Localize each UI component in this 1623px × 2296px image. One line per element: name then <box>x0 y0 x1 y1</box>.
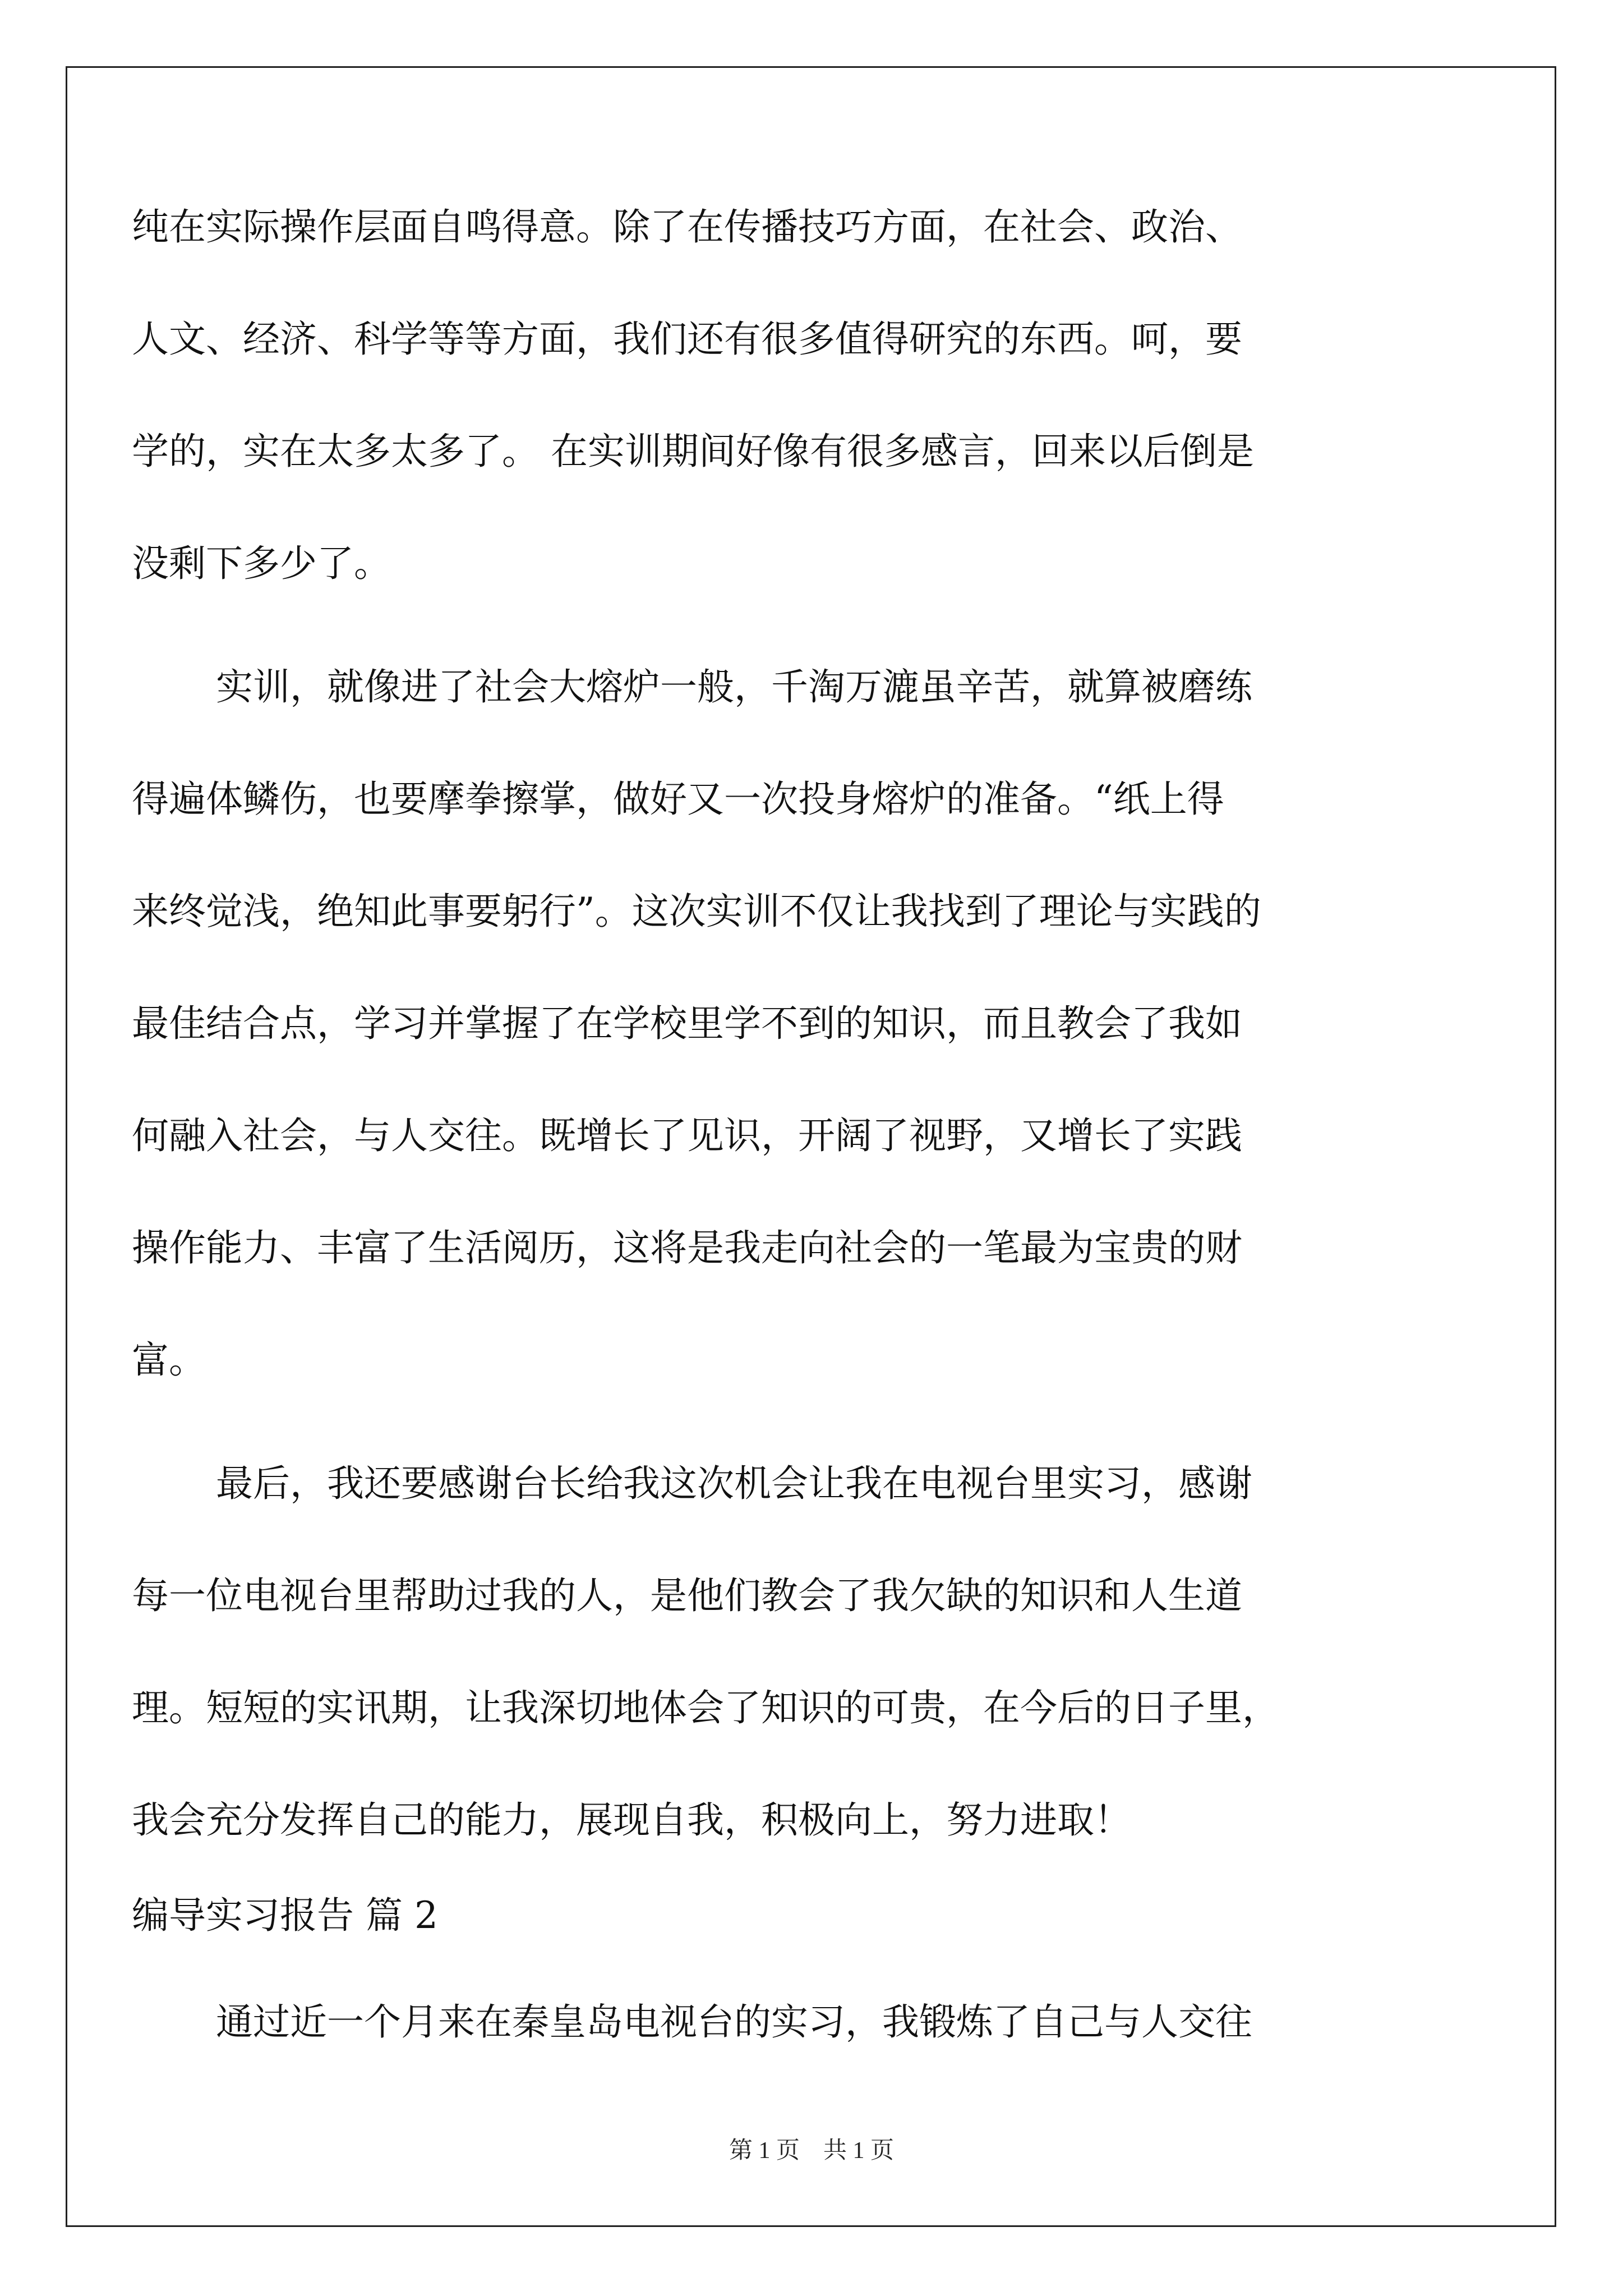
text-line: 何融入社会，与人交往。既增长了见识，开阔了视野，又增长了实践 <box>132 1114 1242 1157</box>
section-heading: 编导实习报告 篇 2 <box>132 1894 438 1937</box>
text-line: 最佳结合点，学习并掌握了在学校里学不到的知识，而且教会了我如 <box>132 1002 1242 1045</box>
paragraph-first-line: 实训，就像进了社会大熔炉一般，千淘万漉虽辛苦，就算被磨练 <box>216 665 1252 708</box>
text-line: 来终觉浅，绝知此事要躬行”。这次实训不仅让我找到了理论与实践的 <box>132 890 1261 933</box>
text-line: 理。短短的实讯期，让我深切地体会了知识的可贵，在今后的日子里， <box>132 1686 1279 1729</box>
text-line: 纯在实际操作层面自鸣得意。除了在传播技巧方面，在社会、政治、 <box>132 205 1242 249</box>
paragraph-first-line: 通过近一个月来在秦皇岛电视台的实习，我锻炼了自己与人交往 <box>216 2000 1252 2044</box>
text-line: 我会充分发挥自己的能力，展现自我，积极向上，努力进取！ <box>132 1798 1131 1842</box>
text-line: 人文、经济、科学等等方面，我们还有很多值得研究的东西。呵，要 <box>132 318 1242 361</box>
text-line: 学的，实在太多太多了。 在实训期间好像有很多感言，回来以后倒是 <box>132 430 1254 473</box>
paragraph-first-line: 最后，我还要感谢台长给我这次机会让我在电视台里实习，感谢 <box>216 1462 1252 1505</box>
page-footer: 第 1 页 共 1 页 <box>728 2138 894 2164</box>
text-line: 富。 <box>132 1338 206 1382</box>
text-line: 得遍体鳞伤，也要摩拳擦掌，做好又一次投身熔炉的准备。“纸上得 <box>132 777 1224 821</box>
text-line: 每一位电视台里帮助过我的人，是他们教会了我欠缺的知识和人生道 <box>132 1574 1242 1617</box>
text-line: 没剩下多少了。 <box>132 542 391 585</box>
text-line: 操作能力、丰富了生活阅历，这将是我走向社会的一笔最为宝贵的财 <box>132 1226 1242 1269</box>
